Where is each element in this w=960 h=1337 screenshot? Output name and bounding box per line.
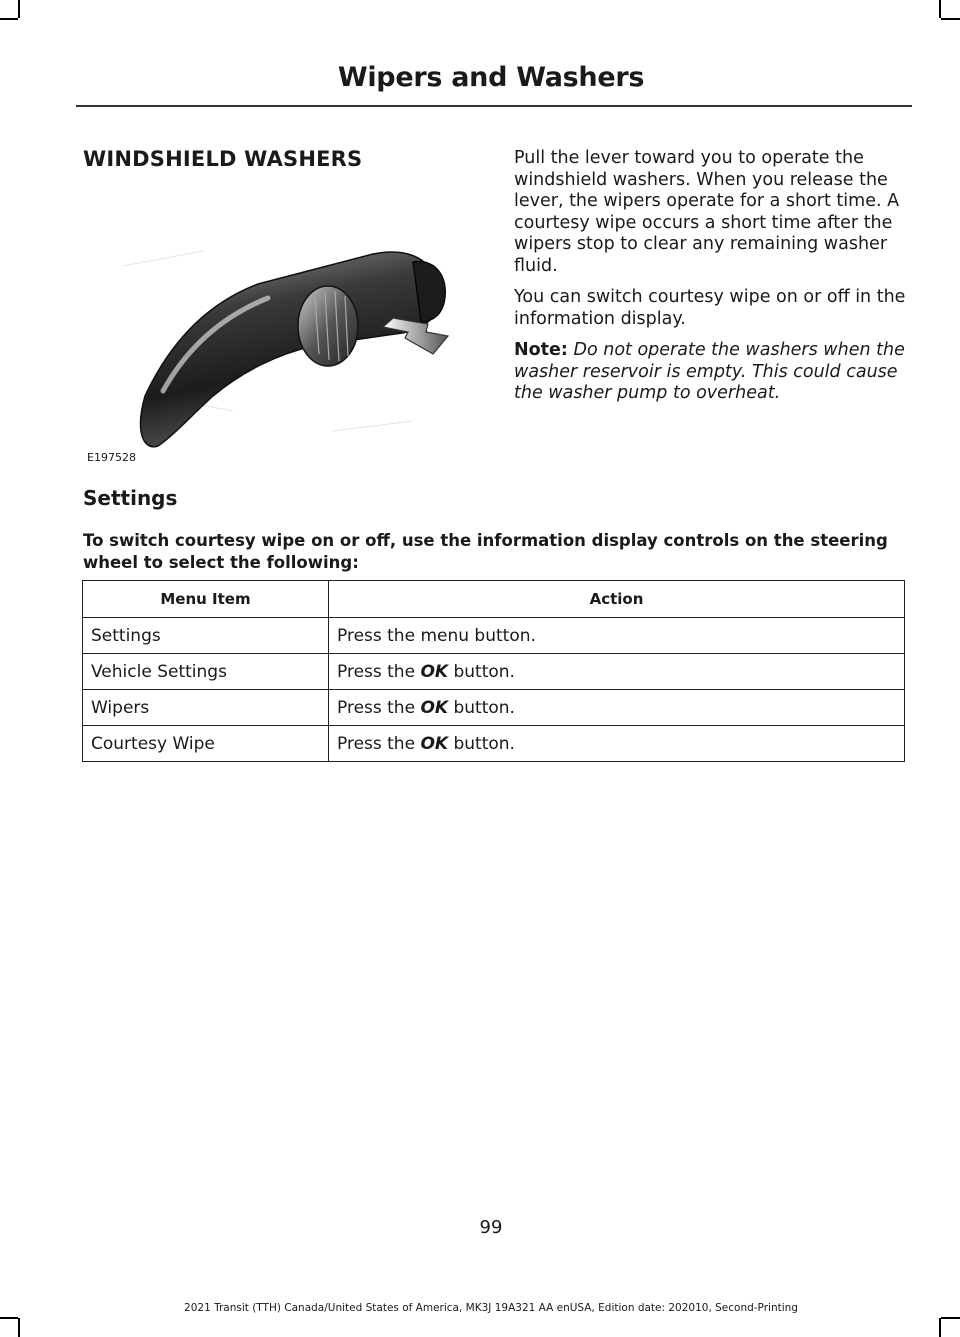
crop-mark <box>0 18 18 20</box>
action-key: OK <box>420 697 449 718</box>
crop-mark <box>941 18 960 20</box>
header-title-text: Wipers and Washers <box>337 62 645 93</box>
footer: 2021 Transit (TTH) Canada/United States of America, MK3J 19A321 AA enUSA, Edition date: 202010, Second-Printing <box>184 1302 798 1314</box>
menu-item-cell: Settings <box>83 618 329 654</box>
menu-item-cell: Wipers <box>83 690 329 726</box>
wiper-lever-illustration <box>83 196 481 466</box>
page-header-title <box>0 62 960 93</box>
menu-item-cell: Courtesy Wipe <box>83 726 329 762</box>
action-cell <box>329 654 905 690</box>
lever-drawing <box>83 196 481 466</box>
column-header: Menu Item <box>83 581 329 618</box>
table-row <box>83 618 905 654</box>
header-rule <box>76 105 912 107</box>
note-text: Do not operate the washers when the washer reservoir is empty. This could cause the washer pump to overheat. <box>514 340 905 403</box>
right-column <box>514 148 910 415</box>
action-text: button. <box>448 697 515 718</box>
action-cell <box>329 690 905 726</box>
action-key: OK <box>420 733 449 754</box>
action-text: Press the <box>337 697 421 718</box>
action-text: Press the menu button. <box>337 625 536 646</box>
menu-table <box>82 580 905 762</box>
note <box>514 340 910 405</box>
page-number: 99 <box>479 1217 503 1238</box>
crop-mark <box>18 1318 20 1337</box>
table-row <box>83 726 905 762</box>
action-text: Press the <box>337 733 421 754</box>
settings-heading: Settings <box>83 486 178 510</box>
crop-mark <box>939 0 941 18</box>
figure-id: E197528 <box>87 451 136 464</box>
note-label: Note: <box>514 340 568 360</box>
column-header: Action <box>329 581 905 618</box>
crop-mark <box>18 0 20 18</box>
table-row <box>83 654 905 690</box>
action-key: OK <box>420 661 449 682</box>
action-cell <box>329 618 905 654</box>
crop-mark <box>939 1318 941 1337</box>
settings-intro: To switch courtesy wipe on or off, use the information display controls on the steering wheel to select the following: <box>83 531 888 572</box>
action-text: button. <box>448 733 515 754</box>
paragraph: Pull the lever toward you to operate the windshield washers. When you release the lever, the wipers operate for a short time. A courtesy wipe occurs a short time after the wipers stop to clear any remaining washer fluid. <box>514 148 900 276</box>
paragraph: You can switch courtesy wipe on or off in the information display. <box>514 287 906 329</box>
menu-item-cell: Vehicle Settings <box>83 654 329 690</box>
crop-mark <box>941 1317 960 1319</box>
action-text: button. <box>448 661 515 682</box>
table-header-row <box>83 581 905 618</box>
action-cell <box>329 726 905 762</box>
crop-mark <box>0 1317 18 1319</box>
section-heading: WINDSHIELD WASHERS <box>83 147 363 171</box>
table-row <box>83 690 905 726</box>
action-text: Press the <box>337 661 421 682</box>
